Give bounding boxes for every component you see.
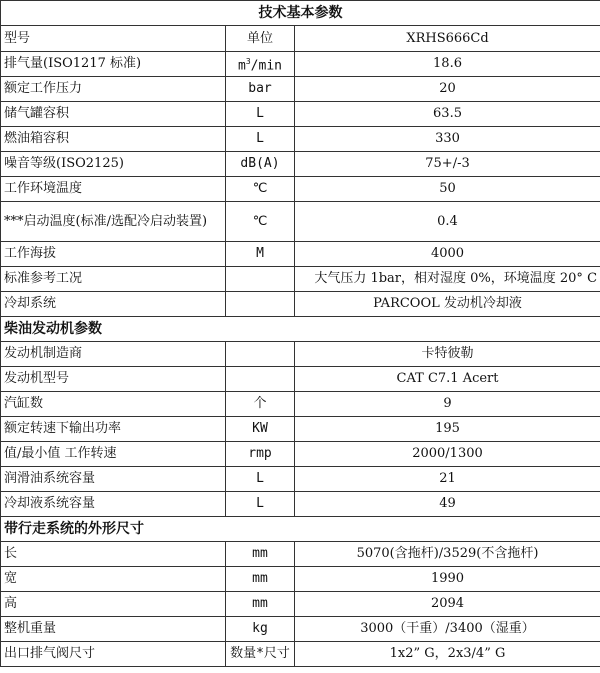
row-value: 49: [295, 492, 600, 517]
row-name: 汽缸数: [1, 392, 226, 417]
row-value: 330: [295, 127, 600, 152]
row-value: 195: [295, 417, 600, 442]
table-row: [1, 292, 600, 317]
row-value: 0.4: [295, 202, 600, 242]
table-row: [1, 492, 600, 517]
title-row: [1, 1, 600, 26]
table-row: [1, 202, 600, 242]
row-name: 工作环境温度: [1, 177, 226, 202]
row-unit: [226, 292, 295, 317]
section-heading: 带行走系统的外形尺寸: [1, 517, 600, 542]
row-unit: bar: [226, 77, 295, 102]
row-name: 排气量(ISO1217 标准): [1, 52, 226, 77]
table-row: [1, 342, 600, 367]
row-unit: L: [226, 492, 295, 517]
table-row: [1, 26, 600, 52]
row-unit: [226, 267, 295, 292]
row-value: 4000: [295, 242, 600, 267]
row-name: 储气罐容积: [1, 102, 226, 127]
table-row: [1, 467, 600, 492]
row-unit: rmp: [226, 442, 295, 467]
table-row: [1, 417, 600, 442]
row-unit: L: [226, 127, 295, 152]
row-name: 额定转速下输出功率: [1, 417, 226, 442]
model-value: XRHS666Cd: [295, 26, 600, 52]
row-name: 长: [1, 542, 226, 567]
row-name: 润滑油系统容量: [1, 467, 226, 492]
table-row: [1, 442, 600, 467]
row-unit: mm: [226, 567, 295, 592]
row-name: 冷却液系统容量: [1, 492, 226, 517]
row-name: 燃油箱容积: [1, 127, 226, 152]
row-name: 宽: [1, 567, 226, 592]
row-value: 9: [295, 392, 600, 417]
unit-base: m: [238, 58, 246, 74]
unit-tail: /min: [250, 58, 282, 74]
row-unit: dB(A): [226, 152, 295, 177]
row-unit: [226, 342, 295, 367]
row-name: 发动机制造商: [1, 342, 226, 367]
row-unit: [226, 52, 295, 77]
row-unit: mm: [226, 592, 295, 617]
row-unit: M: [226, 242, 295, 267]
row-value: 50: [295, 177, 600, 202]
table-title: 技术基本参数: [1, 1, 600, 26]
row-value: 大气压力 1bar，相对湿度 0%，环境温度 20° C: [295, 267, 600, 292]
row-unit: ℃: [226, 177, 295, 202]
row-name: 值/最小值 工作转速: [1, 442, 226, 467]
table-row: [1, 592, 600, 617]
table-row: [1, 177, 600, 202]
row-unit: kg: [226, 617, 295, 642]
row-name: 噪音等级(ISO2125): [1, 152, 226, 177]
row-value: 21: [295, 467, 600, 492]
section-heading: 柴油发动机参数: [1, 317, 600, 342]
table-row: [1, 392, 600, 417]
table-row: [1, 52, 600, 77]
row-unit: L: [226, 467, 295, 492]
row-value: CAT C7.1 Acert: [295, 367, 600, 392]
table-row: [1, 267, 600, 292]
row-value: 20: [295, 77, 600, 102]
row-unit: 个: [226, 392, 295, 417]
row-name: 标准参考工况: [1, 267, 226, 292]
row-value: 63.5: [295, 102, 600, 127]
table-row: [1, 542, 600, 567]
row-unit: 数量*尺寸: [226, 642, 295, 667]
row-name: 发动机型号: [1, 367, 226, 392]
row-value: 75+/-3: [295, 152, 600, 177]
row-value: 2000/1300: [295, 442, 600, 467]
row-unit: [226, 367, 295, 392]
row-value: 1990: [295, 567, 600, 592]
row-name: ***启动温度(标准/选配冷启动装置): [1, 202, 226, 242]
row-unit: mm: [226, 542, 295, 567]
row-value: 1x2” G，2x3/4” G: [295, 642, 600, 667]
unit-superscript: 3: [245, 56, 251, 66]
row-name: 额定工作压力: [1, 77, 226, 102]
row-name: 出口排气阀尺寸: [1, 642, 226, 667]
row-value: 3000（干重）/3400（湿重）: [295, 617, 600, 642]
table-row: [1, 127, 600, 152]
table-row: [1, 77, 600, 102]
table-row: [1, 617, 600, 642]
row-unit: L: [226, 102, 295, 127]
table-row: [1, 102, 600, 127]
row-value: 5070(含拖杆)/3529(不含拖杆): [295, 542, 600, 567]
table-row: [1, 642, 600, 667]
row-unit: ℃: [226, 202, 295, 242]
table-row: [1, 367, 600, 392]
row-name: 工作海拔: [1, 242, 226, 267]
row-value: 18.6: [295, 52, 600, 77]
model-label: 型号: [1, 26, 226, 52]
unit-label: 单位: [226, 26, 295, 52]
table-row: [1, 242, 600, 267]
row-value: 卡特彼勒: [295, 342, 600, 367]
row-name: 高: [1, 592, 226, 617]
table-row: [1, 152, 600, 177]
section-header-row: [1, 517, 600, 542]
row-value: PARCOOL 发动机冷却液: [295, 292, 600, 317]
row-unit: KW: [226, 417, 295, 442]
section-header-row: [1, 317, 600, 342]
row-name: 冷却系统: [1, 292, 226, 317]
row-name: 整机重量: [1, 617, 226, 642]
row-value: 2094: [295, 592, 600, 617]
table-row: [1, 567, 600, 592]
